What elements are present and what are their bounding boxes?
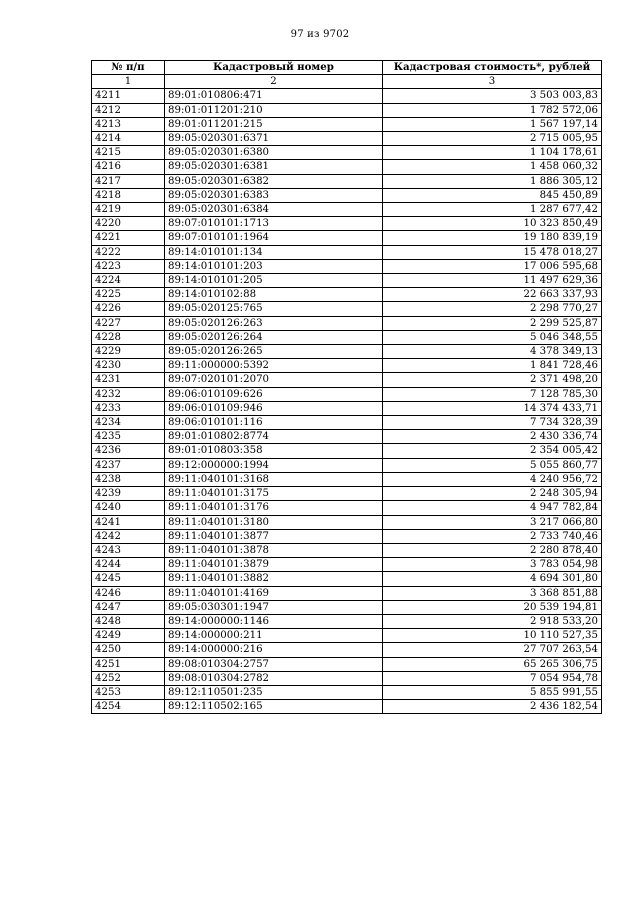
table-row — [92, 330, 602, 344]
cadastral-number-cell: 89:01:010806:471 — [165, 89, 383, 103]
header-row-number: № п/п — [92, 61, 165, 75]
cadastral-value-cell: 5 855 991,55 — [383, 685, 602, 699]
cadastral-number-cell: 89:14:000000:216 — [165, 643, 383, 657]
row-number-cell: 4211 — [92, 89, 165, 103]
table-row — [92, 614, 602, 628]
row-number-cell: 4252 — [92, 671, 165, 685]
page-number: 97 из 9702 — [290, 29, 350, 40]
cadastral-value-cell: 4 240 956,72 — [383, 472, 602, 486]
row-number-cell: 4245 — [92, 572, 165, 586]
cadastral-value-cell: 27 707 263,54 — [383, 643, 602, 657]
row-number-cell: 4247 — [92, 600, 165, 614]
table-row — [92, 586, 602, 600]
cadastral-number-cell: 89:05:030301:1947 — [165, 600, 383, 614]
cadastral-number-cell: 89:14:010102:88 — [165, 288, 383, 302]
cadastral-number-cell: 89:11:040101:3882 — [165, 572, 383, 586]
table-row — [92, 543, 602, 557]
column-number-3: 3 — [383, 75, 602, 89]
cadastral-number-cell: 89:11:040101:3877 — [165, 529, 383, 543]
cadastral-number-cell: 89:14:000000:1146 — [165, 614, 383, 628]
cadastral-number-cell: 89:12:000000:1994 — [165, 458, 383, 472]
cadastral-value-cell: 10 323 850,49 — [383, 217, 602, 231]
cadastral-number-cell: 89:11:000000:5392 — [165, 359, 383, 373]
cadastral-number-cell: 89:01:011201:210 — [165, 103, 383, 117]
cadastral-value-cell: 2 280 878,40 — [383, 543, 602, 557]
cadastral-value-cell: 1 886 305,12 — [383, 174, 602, 188]
cadastral-value-cell: 11 497 629,36 — [383, 274, 602, 288]
cadastral-number-cell: 89:11:040101:4169 — [165, 586, 383, 600]
row-number-cell: 4216 — [92, 160, 165, 174]
cadastral-value-cell: 14 374 433,71 — [383, 401, 602, 415]
row-number-cell: 4230 — [92, 359, 165, 373]
row-number-cell: 4238 — [92, 472, 165, 486]
cadastral-value-cell: 2 733 740,46 — [383, 529, 602, 543]
column-number-1: 1 — [92, 75, 165, 89]
cadastral-value-cell: 2 354 005,42 — [383, 444, 602, 458]
table-header-row — [92, 61, 602, 75]
table-row — [92, 487, 602, 501]
cadastral-number-cell: 89:14:010101:134 — [165, 245, 383, 259]
cadastral-value-cell: 10 110 527,35 — [383, 629, 602, 643]
cadastral-number-cell: 89:05:020301:6383 — [165, 188, 383, 202]
cadastral-value-cell: 1 104 178,61 — [383, 146, 602, 160]
row-number-cell: 4222 — [92, 245, 165, 259]
row-number-cell: 4227 — [92, 316, 165, 330]
row-number-cell: 4244 — [92, 558, 165, 572]
cadastral-value-cell: 2 298 770,27 — [383, 302, 602, 316]
cadastral-number-cell: 89:14:010101:203 — [165, 259, 383, 273]
cadastral-value-cell: 22 663 337,93 — [383, 288, 602, 302]
cadastral-value-cell: 2 715 005,95 — [383, 132, 602, 146]
table-row — [92, 259, 602, 273]
table-row — [92, 629, 602, 643]
table-row — [92, 515, 602, 529]
cadastral-value-table — [91, 60, 602, 714]
cadastral-number-cell: 89:05:020125:765 — [165, 302, 383, 316]
table-row — [92, 472, 602, 486]
cadastral-number-cell: 89:07:010101:1964 — [165, 231, 383, 245]
cadastral-number-cell: 89:12:110501:235 — [165, 685, 383, 699]
cadastral-number-cell: 89:06:010101:116 — [165, 416, 383, 430]
cadastral-value-cell: 2 371 498,20 — [383, 373, 602, 387]
table-row — [92, 359, 602, 373]
cadastral-value-cell: 4 947 782,84 — [383, 501, 602, 515]
table-row — [92, 501, 602, 515]
row-number-cell: 4217 — [92, 174, 165, 188]
table-row — [92, 274, 602, 288]
column-number-row — [92, 75, 602, 89]
cadastral-number-cell: 89:05:020301:6382 — [165, 174, 383, 188]
table-row — [92, 231, 602, 245]
cadastral-value-cell: 1 782 572,06 — [383, 103, 602, 117]
cadastral-value-cell: 7 054 954,78 — [383, 671, 602, 685]
table-row — [92, 217, 602, 231]
table-row — [92, 643, 602, 657]
row-number-cell: 4243 — [92, 543, 165, 557]
table-row — [92, 444, 602, 458]
cadastral-value-cell: 2 436 182,54 — [383, 700, 602, 714]
cadastral-number-cell: 89:11:040101:3168 — [165, 472, 383, 486]
cadastral-number-cell: 89:11:040101:3175 — [165, 487, 383, 501]
row-number-cell: 4254 — [92, 700, 165, 714]
cadastral-number-cell: 89:11:040101:3176 — [165, 501, 383, 515]
row-number-cell: 4231 — [92, 373, 165, 387]
cadastral-value-cell: 1 287 677,42 — [383, 203, 602, 217]
cadastral-value-cell: 2 430 336,74 — [383, 430, 602, 444]
row-number-cell: 4233 — [92, 401, 165, 415]
row-number-cell: 4253 — [92, 685, 165, 699]
cadastral-value-cell: 4 694 301,80 — [383, 572, 602, 586]
cadastral-number-cell: 89:11:040101:3180 — [165, 515, 383, 529]
cadastral-number-cell: 89:01:011201:215 — [165, 117, 383, 131]
table-body — [92, 89, 602, 714]
table-row — [92, 302, 602, 316]
table-row — [92, 288, 602, 302]
cadastral-number-cell: 89:05:020301:6371 — [165, 132, 383, 146]
header-cadastral-value: Кадастровая стоимость*, рублей — [383, 61, 602, 75]
cadastral-number-cell: 89:12:110502:165 — [165, 700, 383, 714]
cadastral-number-cell: 89:05:020126:264 — [165, 330, 383, 344]
cadastral-value-cell: 1 841 728,46 — [383, 359, 602, 373]
row-number-cell: 4249 — [92, 629, 165, 643]
row-number-cell: 4239 — [92, 487, 165, 501]
cadastral-value-cell: 2 918 533,20 — [383, 614, 602, 628]
row-number-cell: 4236 — [92, 444, 165, 458]
cadastral-value-cell: 3 368 851,88 — [383, 586, 602, 600]
row-number-cell: 4223 — [92, 259, 165, 273]
cadastral-value-cell: 5 055 860,77 — [383, 458, 602, 472]
cadastral-value-cell: 7 128 785,30 — [383, 387, 602, 401]
cadastral-number-cell: 89:08:010304:2782 — [165, 671, 383, 685]
table-row — [92, 685, 602, 699]
cadastral-value-cell: 2 299 525,87 — [383, 316, 602, 330]
cadastral-value-cell: 1 458 060,32 — [383, 160, 602, 174]
row-number-cell: 4250 — [92, 643, 165, 657]
cadastral-value-cell: 20 539 194,81 — [383, 600, 602, 614]
table-row — [92, 401, 602, 415]
row-number-cell: 4219 — [92, 203, 165, 217]
row-number-cell: 4237 — [92, 458, 165, 472]
table-row — [92, 373, 602, 387]
table-row — [92, 430, 602, 444]
cadastral-number-cell: 89:07:010101:1713 — [165, 217, 383, 231]
table-row — [92, 572, 602, 586]
table-row — [92, 387, 602, 401]
row-number-cell: 4213 — [92, 117, 165, 131]
table-row — [92, 558, 602, 572]
table-row — [92, 345, 602, 359]
row-number-cell: 4235 — [92, 430, 165, 444]
table-row — [92, 132, 602, 146]
cadastral-value-cell: 1 567 197,14 — [383, 117, 602, 131]
row-number-cell: 4225 — [92, 288, 165, 302]
row-number-cell: 4242 — [92, 529, 165, 543]
row-number-cell: 4232 — [92, 387, 165, 401]
table-row — [92, 174, 602, 188]
table-row — [92, 529, 602, 543]
cadastral-number-cell: 89:01:010802:8774 — [165, 430, 383, 444]
table-row — [92, 89, 602, 103]
cadastral-value-cell: 15 478 018,27 — [383, 245, 602, 259]
cadastral-value-cell: 3 217 066,80 — [383, 515, 602, 529]
table-row — [92, 117, 602, 131]
cadastral-number-cell: 89:11:040101:3878 — [165, 543, 383, 557]
row-number-cell: 4218 — [92, 188, 165, 202]
cadastral-number-cell: 89:05:020126:265 — [165, 345, 383, 359]
table-row — [92, 700, 602, 714]
table-row — [92, 245, 602, 259]
cadastral-number-cell: 89:14:000000:211 — [165, 629, 383, 643]
header-cadastral-number: Кадастровый номер — [165, 61, 383, 75]
cadastral-value-cell: 19 180 839,19 — [383, 231, 602, 245]
cadastral-number-cell: 89:05:020301:6384 — [165, 203, 383, 217]
cadastral-value-cell: 3 783 054,98 — [383, 558, 602, 572]
table-row — [92, 458, 602, 472]
table-row — [92, 657, 602, 671]
cadastral-number-cell: 89:06:010109:946 — [165, 401, 383, 415]
table-row — [92, 103, 602, 117]
row-number-cell: 4248 — [92, 614, 165, 628]
row-number-cell: 4226 — [92, 302, 165, 316]
row-number-cell: 4224 — [92, 274, 165, 288]
row-number-cell: 4214 — [92, 132, 165, 146]
row-number-cell: 4246 — [92, 586, 165, 600]
table-row — [92, 316, 602, 330]
cadastral-value-cell: 4 378 349,13 — [383, 345, 602, 359]
cadastral-number-cell: 89:01:010803:358 — [165, 444, 383, 458]
row-number-cell: 4221 — [92, 231, 165, 245]
column-number-2: 2 — [165, 75, 383, 89]
table-row — [92, 671, 602, 685]
row-number-cell: 4240 — [92, 501, 165, 515]
table-row — [92, 416, 602, 430]
cadastral-number-cell: 89:14:010101:205 — [165, 274, 383, 288]
table-row — [92, 203, 602, 217]
cadastral-value-cell: 3 503 003,83 — [383, 89, 602, 103]
row-number-cell: 4212 — [92, 103, 165, 117]
cadastral-number-cell: 89:05:020301:6380 — [165, 146, 383, 160]
cadastral-number-cell: 89:08:010304:2757 — [165, 657, 383, 671]
cadastral-number-cell: 89:11:040101:3879 — [165, 558, 383, 572]
cadastral-value-cell: 7 734 328,39 — [383, 416, 602, 430]
row-number-cell: 4220 — [92, 217, 165, 231]
table-row — [92, 600, 602, 614]
cadastral-number-cell: 89:06:010109:626 — [165, 387, 383, 401]
table-row — [92, 188, 602, 202]
cadastral-number-cell: 89:05:020126:263 — [165, 316, 383, 330]
cadastral-value-cell: 17 006 595,68 — [383, 259, 602, 273]
cadastral-number-cell: 89:05:020301:6381 — [165, 160, 383, 174]
cadastral-value-cell: 2 248 305,94 — [383, 487, 602, 501]
row-number-cell: 4251 — [92, 657, 165, 671]
cadastral-value-cell: 5 046 348,55 — [383, 330, 602, 344]
row-number-cell: 4234 — [92, 416, 165, 430]
table-row — [92, 160, 602, 174]
table-row — [92, 146, 602, 160]
cadastral-number-cell: 89:07:020101:2070 — [165, 373, 383, 387]
row-number-cell: 4229 — [92, 345, 165, 359]
row-number-cell: 4215 — [92, 146, 165, 160]
cadastral-value-cell: 845 450,89 — [383, 188, 602, 202]
cadastral-value-cell: 65 265 306,75 — [383, 657, 602, 671]
row-number-cell: 4228 — [92, 330, 165, 344]
row-number-cell: 4241 — [92, 515, 165, 529]
